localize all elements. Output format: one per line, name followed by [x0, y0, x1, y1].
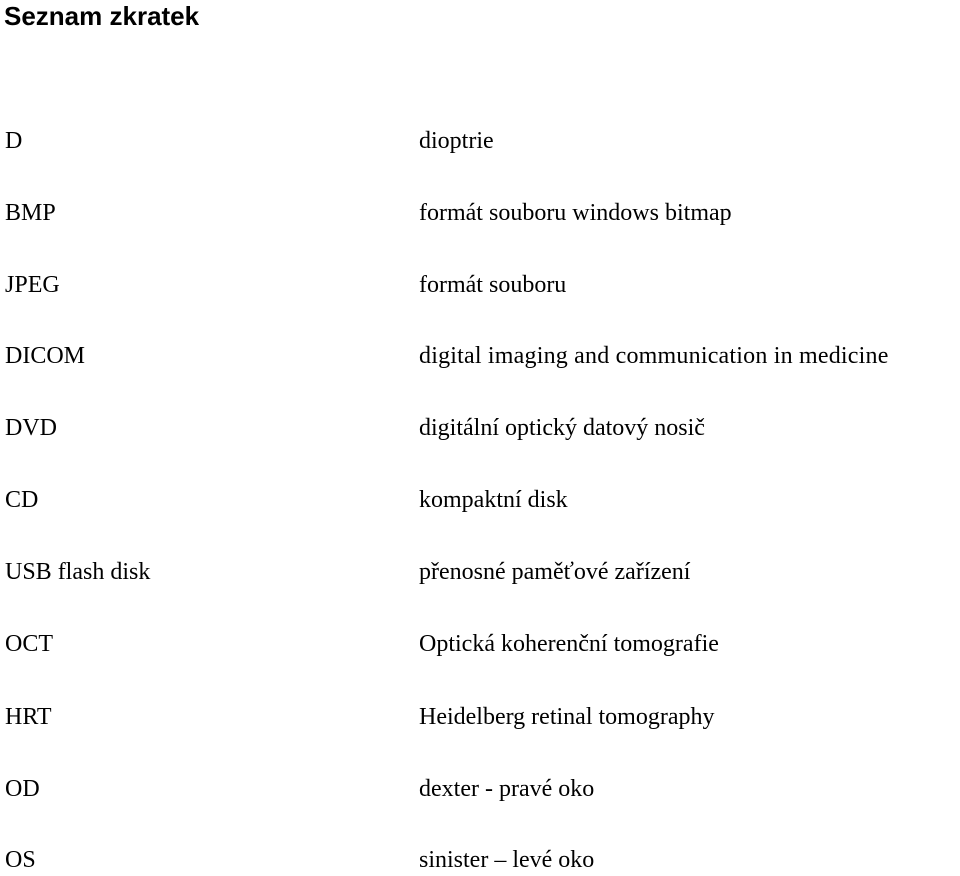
abbreviation-entry: [0, 125, 960, 157]
abbreviation-meaning: dexter - pravé oko: [419, 776, 595, 802]
page-title: Seznam zkratek: [4, 1, 200, 31]
abbreviation-entry: [0, 412, 960, 444]
abbreviation-meaning: digital imaging and communication in medicine: [419, 343, 889, 369]
abbreviation-term: DICOM: [5, 343, 86, 369]
abbreviation-term: HRT: [5, 704, 52, 730]
abbreviation-meaning: formát souboru: [419, 272, 567, 298]
abbreviation-meaning: dioptrie: [419, 128, 494, 154]
abbreviation-term: OCT: [5, 631, 53, 657]
abbreviation-meaning: Heidelberg retinal tomography: [419, 704, 715, 730]
abbreviation-meaning: kompaktní disk: [419, 487, 568, 513]
abbreviation-meaning: formát souboru windows bitmap: [419, 200, 732, 226]
abbreviation-term: USB flash disk: [5, 559, 151, 585]
abbreviation-entry: [0, 628, 960, 660]
abbreviation-meaning: Optická koherenční tomografie: [419, 631, 719, 657]
abbreviation-term: BMP: [5, 200, 56, 226]
abbreviation-term: DVD: [5, 415, 57, 441]
abbreviation-term: D: [5, 128, 23, 154]
abbreviation-meaning: digitální optický datový nosič: [419, 415, 705, 441]
abbreviation-entry: [0, 269, 960, 301]
abbreviation-term: OS: [5, 847, 36, 873]
abbreviation-entry: [0, 844, 960, 876]
abbreviation-term: CD: [5, 487, 39, 513]
abbreviation-entry: [0, 773, 960, 805]
abbreviation-entry: [0, 340, 960, 372]
abbreviation-entry: [0, 197, 960, 229]
abbreviation-entry: [0, 556, 960, 588]
abbreviation-meaning: sinister – levé oko: [419, 847, 595, 873]
abbreviation-term: JPEG: [5, 272, 60, 298]
abbreviation-entry: [0, 484, 960, 516]
abbreviation-term: OD: [5, 776, 40, 802]
abbreviation-meaning: přenosné paměťové zařízení: [419, 559, 691, 585]
abbreviation-entry: [0, 701, 960, 733]
